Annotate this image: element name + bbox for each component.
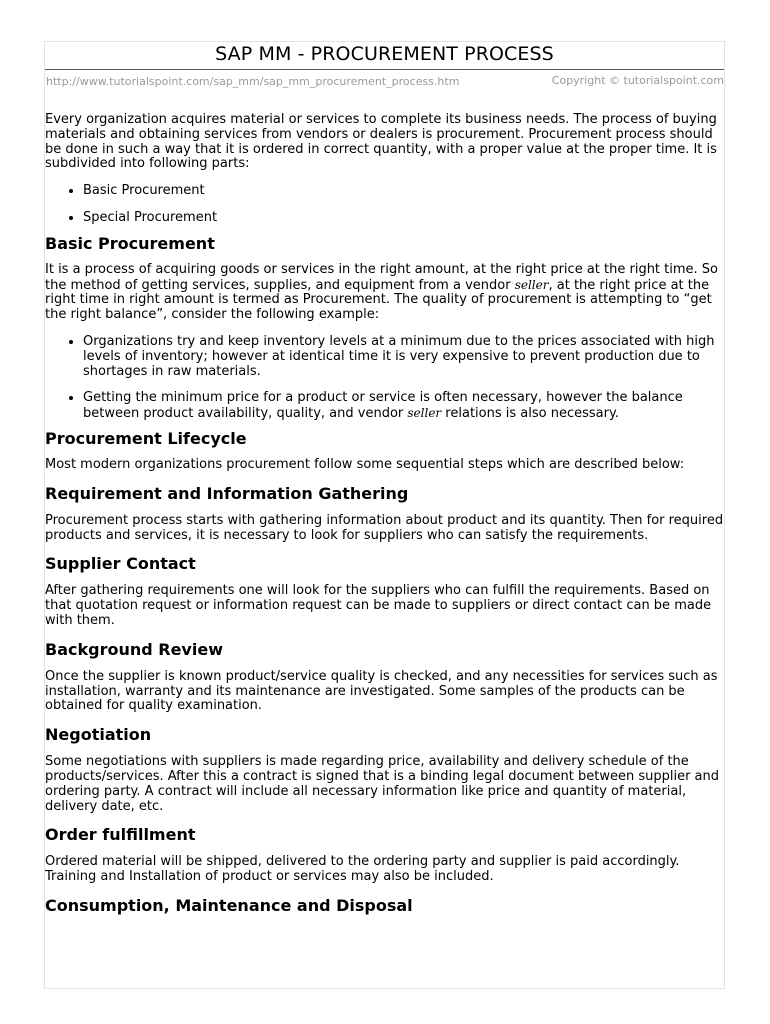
section-heading-consumption: Consumption, Maintenance and Disposal — [45, 895, 413, 915]
lifecycle-paragraph: Most modern organizations procurement follow some sequential steps which are described below: — [45, 456, 685, 472]
seller-term: seller — [407, 406, 442, 421]
list-item: • Organizations try and keep inventory levels at a minimum due to the prices associated with high levels of inventory; however at identical time it is very expensive to prevent production due to shortages in raw materials. — [83, 335, 725, 379]
section-heading-procurement-lifecycle: Procurement Lifecycle — [45, 428, 247, 448]
seller-term: seller — [514, 277, 549, 292]
text-fragment: , at the right price at the right time in right amount is termed as Procurement. The quality of procurement is attempting to “get the right balance”, consider the following example: — [45, 277, 712, 323]
source-url: http://www.tutorialspoint.com/sap_mm/sap_mm_procurement_process.htm — [46, 75, 460, 88]
title-divider — [45, 69, 724, 70]
section-heading-requirement: Requirement and Information Gathering — [45, 483, 409, 503]
section-heading-background-review: Background Review — [45, 639, 223, 659]
intro-paragraph: Every organization acquires material or services to complete its business needs. The process of buying materials and obtaining services from vendors or dealers is procurement. Procurement process should be done in such a way that it is ordered in correct quantity, with a proper value at the proper time. It is subdivided into following parts: — [45, 112, 717, 172]
page-title: SAP MM - PROCUREMENT PROCESS — [215, 43, 554, 65]
order-fulfillment-paragraph: Ordered material will be shipped, delivered to the ordering party and supplier is paid accordingly. Training and Installation of product or services may also be included. — [45, 854, 680, 885]
basic-procurement-paragraph — [45, 263, 725, 323]
background-review-paragraph: Once the supplier is known product/service quality is checked, and any necessities for services such as installation, warranty and its maintenance are investigated. Some samples of the products can be obtained for quality examination. — [45, 668, 718, 714]
text-fragment: Getting the minimum price for a product or service is often necessary, however the balance between product availability, quality, and vendor — [83, 390, 683, 422]
section-heading-negotiation: Negotiation — [45, 725, 152, 745]
copyright-notice: Copyright © tutorialspoint.com — [551, 74, 724, 87]
document-page — [44, 41, 725, 989]
list-item: • Basic Procurement — [83, 184, 725, 199]
basic-procurement-list — [45, 335, 725, 422]
section-heading-basic-procurement: Basic Procurement — [45, 233, 215, 253]
negotiation-paragraph: Some negotiations with suppliers is made regarding price, availability and delivery schedule of the products/services. After this a contract is signed that is a binding legal document between supplier and ordering party. A contract will include all necessary information like price and quantity of material, delivery date, etc. — [45, 754, 720, 814]
parts-list — [45, 184, 725, 226]
text-fragment: It is a process of acquiring goods or services in the right amount, at the right price at the right time. So the method of getting services, supplies, and equipment from a vendor — [45, 261, 719, 293]
list-item — [83, 391, 725, 422]
article-body — [45, 113, 725, 916]
supplier-contact-paragraph: After gathering requirements one will look for the suppliers who can fulfill the requirements. Based on that quotation request or information request can be made to suppliers or direct contact can be made with them. — [45, 583, 712, 628]
section-heading-order-fulfillment: Order fulfillment — [45, 825, 196, 845]
list-item: • Special Procurement — [83, 211, 725, 226]
requirement-paragraph: Procurement process starts with gathering information about product and its quantity. Then for required products and services, it is necessary to look for suppliers who can satisfy the requirements. — [45, 512, 724, 543]
section-heading-supplier-contact: Supplier Contact — [45, 554, 196, 574]
text-fragment: relations is also necessary. — [441, 406, 619, 422]
